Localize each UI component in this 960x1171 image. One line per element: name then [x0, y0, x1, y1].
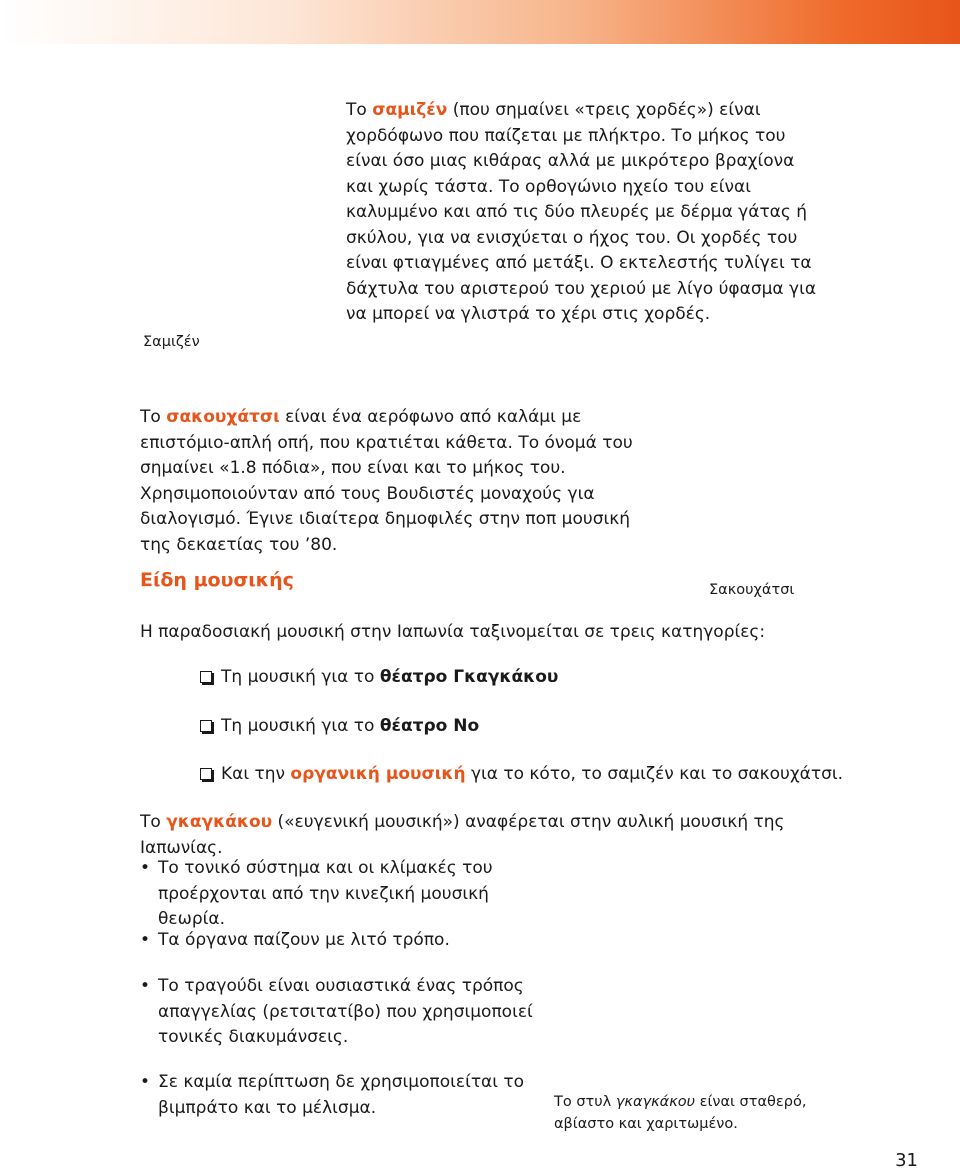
shakuhachi-caption: Σακουχάτσι	[709, 582, 795, 598]
bullet-item: • Σε καμία περίπτωση δε χρησιμοποιείται το βιμπράτο και το μέλισμα.	[140, 1070, 550, 1121]
shamisen-caption: Σαμιζέν	[143, 334, 200, 350]
gagaku-term: γκαγκάκου	[166, 812, 273, 832]
genre-item: Τη μουσική για το θέατρο Γκαγκάκου	[200, 665, 558, 689]
bullet-item: • Το τραγούδι είναι ουσιαστικά ένας τρόπος απαγγελίας (ρετσιτατίβο) που χρησιμοποιεί τονικές διακυμάνσεις.	[140, 974, 550, 1051]
header-gradient-bar	[0, 0, 960, 44]
shamisen-paragraph: Το σαμιζέν (που σημαίνει «τρεις χορδές») είναι χορδόφωνο που παίζεται με πλήκτρο. Το μήκος του είναι όσο μιας κιθάρας αλλά με μικρότερο βραχίονα και χωρίς τάστα. Το ορθογώνιο ηχείο του είναι καλυμμένο και από τις δύο πλευρές με δέρμα γάτας ή σκύλου, για να ενισχύεται ο ήχος του. Οι χορδές του είναι φτιαγμένες από μετάξι. Ο εκτελεστής τυλίγει τα δάχτυλα του αριστερού του χεριού με λίγο ύφασμα για να μπορεί να γλιστρά το χέρι στις χορδές.	[346, 100, 817, 324]
shakuhachi-term: σακουχάτσι	[166, 407, 280, 427]
shakuhachi-paragraph: Το σακουχάτσι είναι ένα αερόφωνο από καλάμι με επιστόμιο-απλή οπή, που κρατιέται κάθετα. Το όνομά του σημαίνει «1.8 πόδια», που είναι και το μήκος του. Χρησιμοποιούνταν από τους Βουδιστές μοναχούς για διαλογισμό. Έγινε ιδιαίτερα δημοφιλές στην ποπ μουσική της δεκαετίας του ’80.	[140, 407, 633, 555]
bullet-item: • Τα όργανα παίζουν με λιτό τρόπο.	[140, 928, 550, 954]
genres-intro: Η παραδοσιακή μουσική στην Ιαπωνία ταξινομείται σε τρεις κατηγορίες:	[140, 622, 766, 642]
checkbox-icon	[200, 720, 212, 732]
genre-item: Τη μουσική για το θέατρο Νο	[200, 714, 479, 738]
genres-heading: Είδη μουσικής	[140, 569, 294, 591]
page-number: 31	[895, 1150, 918, 1171]
genre-item: Και την οργανική μουσική για το κότο, το σαμιζέν και το σακουχάτσι.	[200, 762, 843, 786]
gagaku-intro: Το γκαγκάκου («ευγενική μουσική») αναφέρεται στην αυλική μουσική της Ιαπωνίας.	[140, 812, 785, 858]
shamisen-term: σαμιζέν	[372, 100, 448, 120]
checkbox-icon	[200, 671, 212, 683]
gagaku-style-note: Το στυλ γκαγκάκου είναι σταθερό, αβίαστο και χαριτωμένο.	[554, 1094, 807, 1132]
checkbox-icon	[200, 768, 212, 780]
bullet-item: • Το τονικό σύστημα και οι κλίμακές του προέρχονται από την κινεζική μουσική θεωρία.	[140, 856, 550, 933]
